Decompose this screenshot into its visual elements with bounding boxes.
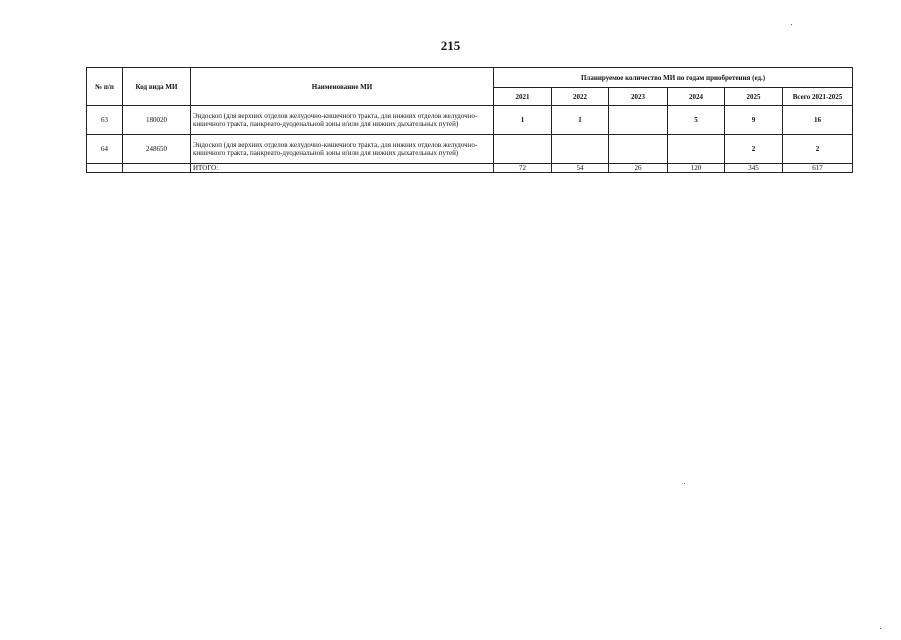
header-year-2024: 2024 — [668, 88, 725, 106]
scan-speck — [684, 483, 685, 484]
row-value-2024: 5 — [668, 106, 725, 135]
header-year-2023: 2023 — [609, 88, 668, 106]
header-year-2021: 2021 — [494, 88, 552, 106]
row-name: Эндоскоп (для верхних отделов желудочно-кишечного тракта, для нижних отделов желудочно-кишечного тракта, панкреато-дуоденальной зоны и/или для нижних дыхательных путей) — [191, 106, 494, 135]
row-total: 16 — [783, 106, 853, 135]
row-value-2022: 1 — [552, 106, 609, 135]
header-row-top — [87, 68, 853, 88]
totals-code-empty — [123, 164, 191, 173]
row-value-2023 — [609, 135, 668, 164]
row-value-2025: 2 — [725, 135, 783, 164]
row-value-2023 — [609, 106, 668, 135]
row-total: 2 — [783, 135, 853, 164]
row-value-2024 — [668, 135, 725, 164]
row-value-2021: 1 — [494, 106, 552, 135]
totals-grand-total: 617 — [783, 164, 853, 173]
scan-speck — [880, 628, 881, 629]
header-code: Код вида МИ — [123, 68, 191, 106]
totals-value-2023: 26 — [609, 164, 668, 173]
header-year-2022: 2022 — [552, 88, 609, 106]
row-value-2022 — [552, 135, 609, 164]
totals-value-2021: 72 — [494, 164, 552, 173]
row-value-2025: 9 — [725, 106, 783, 135]
totals-label: ИТОГО: — [191, 164, 494, 173]
table-row — [87, 106, 853, 135]
row-value-2021 — [494, 135, 552, 164]
header-year-2025: 2025 — [725, 88, 783, 106]
row-code: 180020 — [123, 106, 191, 135]
row-name: Эндоскоп (для верхних отделов желудочно-кишечного тракта, для нижних отделов желудочно-кишечного тракта, панкреато-дуоденальной зоны и/или для нижних дыхательных путей) — [191, 135, 494, 164]
page-number: 215 — [440, 38, 461, 53]
row-num: 64 — [87, 135, 123, 164]
header-name: Наименование МИ — [191, 68, 494, 106]
totals-value-2024: 120 — [668, 164, 725, 173]
row-num: 63 — [87, 106, 123, 135]
totals-value-2025: 345 — [725, 164, 783, 173]
totals-value-2022: 54 — [552, 164, 609, 173]
table-row — [87, 135, 853, 164]
header-num: № п/п — [87, 68, 123, 106]
header-total: Всего 2021-2025 — [783, 88, 853, 106]
row-code: 248650 — [123, 135, 191, 164]
totals-row — [87, 164, 853, 173]
medical-items-table — [86, 67, 853, 173]
totals-num-empty — [87, 164, 123, 173]
scan-speck — [791, 24, 792, 25]
header-planned: Планируемое количество МИ по годам приобретения (ед.) — [494, 68, 853, 88]
